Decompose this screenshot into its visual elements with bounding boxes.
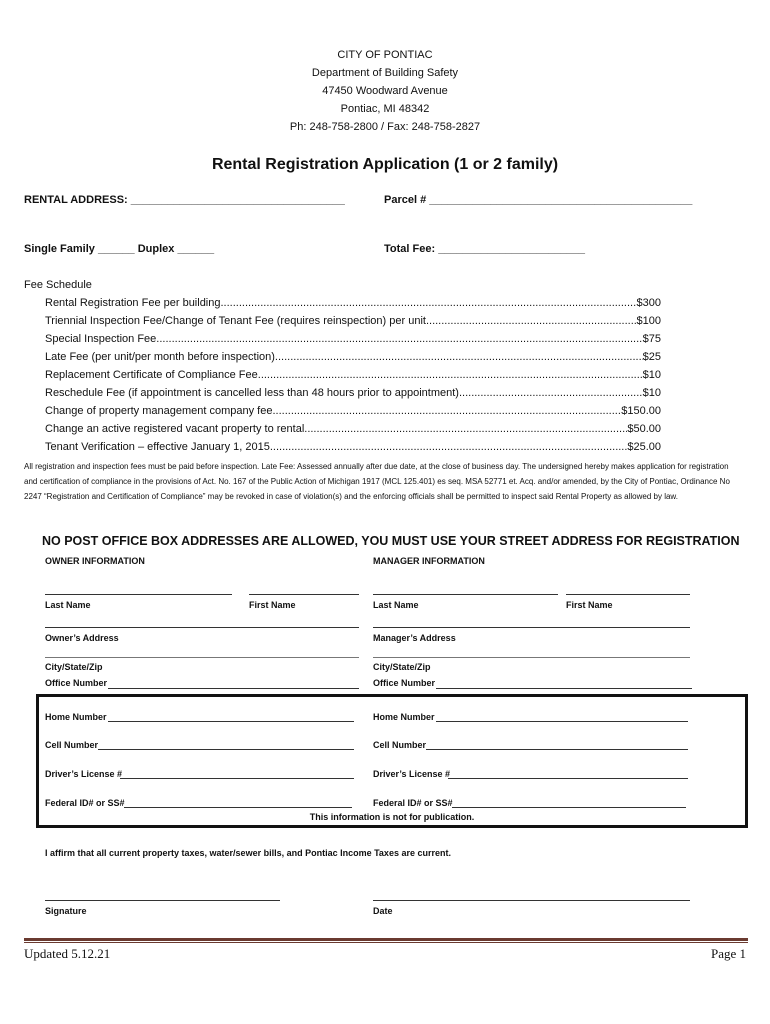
header-city: CITY OF PONTIAC [337, 49, 433, 61]
owner-office-number-label: Office Number [45, 678, 108, 688]
owner-address-line[interactable] [45, 627, 359, 628]
owner-first-name-line[interactable] [249, 594, 359, 595]
manager-address-label: Manager’s Address [373, 633, 456, 643]
manager-last-name-line[interactable] [373, 594, 558, 595]
signature-label: Signature [45, 906, 87, 916]
fee-row [45, 405, 661, 417]
fee-leader [426, 315, 637, 327]
fee-amount: $25.00 [627, 441, 661, 453]
manager-cell-number-line[interactable] [426, 749, 688, 750]
owner-home-number-label: Home Number [45, 712, 107, 722]
fee-label: Late Fee (per unit/per month before inspection) [45, 351, 275, 363]
not-for-publication-note: This information is not for publication. [309, 812, 475, 822]
fee-row [45, 297, 661, 309]
fee-leader [272, 405, 621, 417]
single-duplex-field[interactable]: Single Family ______ Duplex ______ [24, 243, 215, 255]
fee-leader [304, 423, 627, 435]
owner-office-number-line[interactable] [108, 688, 359, 689]
manager-info-heading: MANAGER INFORMATION [373, 556, 485, 566]
rental-address-field[interactable]: RENTAL ADDRESS: ___________________________________ [24, 194, 345, 206]
manager-drivers-license-label: Driver’s License # [373, 769, 451, 779]
manager-office-number-line[interactable] [436, 688, 692, 689]
manager-federal-id-label: Federal ID# or SS# [373, 798, 453, 808]
owner-last-name-label: Last Name [45, 600, 91, 610]
header-department: Department of Building Safety [311, 67, 459, 79]
fee-label: Change of property management company fee [45, 405, 273, 417]
page-title: Rental Registration Application (1 or 2 family) [211, 156, 559, 173]
footer-rule-thin [24, 942, 748, 943]
fee-amount: $10 [642, 369, 661, 381]
header-street: 47450 Woodward Avenue [322, 85, 448, 97]
fee-amount: $100 [636, 315, 661, 327]
fee-row [45, 387, 661, 399]
manager-home-number-line[interactable] [436, 721, 688, 722]
fee-schedule-heading: Fee Schedule [24, 279, 92, 291]
manager-drivers-license-line[interactable] [448, 778, 688, 779]
fee-amount: $75 [642, 333, 661, 345]
owner-address-label: Owner’s Address [45, 633, 119, 643]
fee-row [45, 315, 661, 327]
header-city-state: Pontiac, MI 48342 [340, 103, 430, 115]
manager-city-state-zip-label: City/State/Zip [373, 662, 431, 672]
updated-date: Updated 5.12.21 [24, 946, 111, 961]
fee-amount: $10 [642, 387, 661, 399]
date-label: Date [373, 906, 393, 916]
fee-label: Change an active registered vacant property to rental [45, 423, 305, 435]
fee-leader [156, 333, 642, 345]
manager-city-line[interactable] [373, 657, 690, 658]
po-box-notice: NO POST OFFICE BOX ADDRESSES ARE ALLOWED, YOU MUST USE YOUR STREET ADDRESS FOR REGISTRATION [42, 534, 740, 548]
fee-label: Special Inspection Fee [45, 333, 157, 345]
owner-cell-number-label: Cell Number [45, 740, 99, 750]
fee-row [45, 423, 661, 435]
manager-last-name-label: Last Name [373, 600, 419, 610]
fee-row [45, 351, 661, 363]
owner-last-name-line[interactable] [45, 594, 232, 595]
owner-drivers-license-line[interactable] [120, 778, 354, 779]
owner-federal-id-label: Federal ID# or SS# [45, 798, 125, 808]
affirmation-statement: I affirm that all current property taxes, water/sewer bills, and Pontiac Income Taxes are current. [45, 848, 451, 858]
total-fee-field[interactable]: Total Fee: ________________________ [384, 243, 586, 255]
page-number: Page 1 [710, 946, 746, 961]
manager-federal-id-line[interactable] [452, 807, 686, 808]
fee-label: Rental Registration Fee per building [45, 297, 221, 309]
date-line[interactable] [373, 900, 690, 901]
fee-amount: $150.00 [621, 405, 661, 417]
owner-info-heading: OWNER INFORMATION [45, 556, 145, 566]
footer-rule [24, 938, 748, 941]
signature-line[interactable] [45, 900, 280, 901]
fee-leader [270, 441, 628, 453]
fee-leader [258, 369, 643, 381]
manager-office-number-label: Office Number [373, 678, 436, 688]
fee-label: Reschedule Fee (if appointment is cancelled less than 48 hours prior to appointment) [45, 387, 459, 399]
fee-leader [275, 351, 643, 363]
fee-row [45, 369, 661, 381]
manager-first-name-line[interactable] [566, 594, 690, 595]
fee-row [45, 441, 661, 453]
manager-first-name-label: First Name [566, 600, 613, 610]
fee-label: Replacement Certificate of Compliance Fee [45, 369, 258, 381]
owner-drivers-license-label: Driver’s License # [45, 769, 123, 779]
owner-city-state-zip-label: City/State/Zip [45, 662, 103, 672]
fee-amount: $50.00 [627, 423, 661, 435]
fee-label: Tenant Verification – effective January 1, 2015 [45, 441, 270, 453]
owner-city-line[interactable] [45, 657, 359, 658]
header-phone-fax: Ph: 248-758-2800 / Fax: 248-758-2827 [289, 121, 481, 133]
owner-first-name-label: First Name [249, 600, 296, 610]
manager-home-number-label: Home Number [373, 712, 435, 722]
owner-federal-id-line[interactable] [124, 807, 352, 808]
fee-amount: $300 [636, 297, 661, 309]
fee-row [45, 333, 661, 345]
disclaimer-paragraph: All registration and inspection fees must be paid before inspection. Late Fee: Assessed annually after due date, at the close of business day. The undersigned hereby makes application for registration and certification of compliance in the provisions of Act. No. 167 of the Public Action of Michigan 1917 (MCL 125.401) es seq. MSA 52771 et. Acq. and/or amended, by the City of Pontiac, Ordinance No 2247 “Registration and Certification of Compliance” may be revoked in case of violation(s) and the enforcing officials shall be permitted to inspect said Rental Property as allowed by law. [24, 462, 730, 501]
manager-cell-number-label: Cell Number [373, 740, 427, 750]
owner-cell-number-line[interactable] [98, 749, 354, 750]
fee-leader [221, 297, 637, 309]
parcel-field[interactable]: Parcel # ___________________________________________ [384, 194, 693, 206]
fee-label: Triennial Inspection Fee/Change of Tenant Fee (requires reinspection) per unit [45, 315, 426, 327]
owner-home-number-line[interactable] [108, 721, 354, 722]
manager-address-line[interactable] [373, 627, 690, 628]
fee-amount: $25 [642, 351, 661, 363]
fee-leader [459, 387, 643, 399]
